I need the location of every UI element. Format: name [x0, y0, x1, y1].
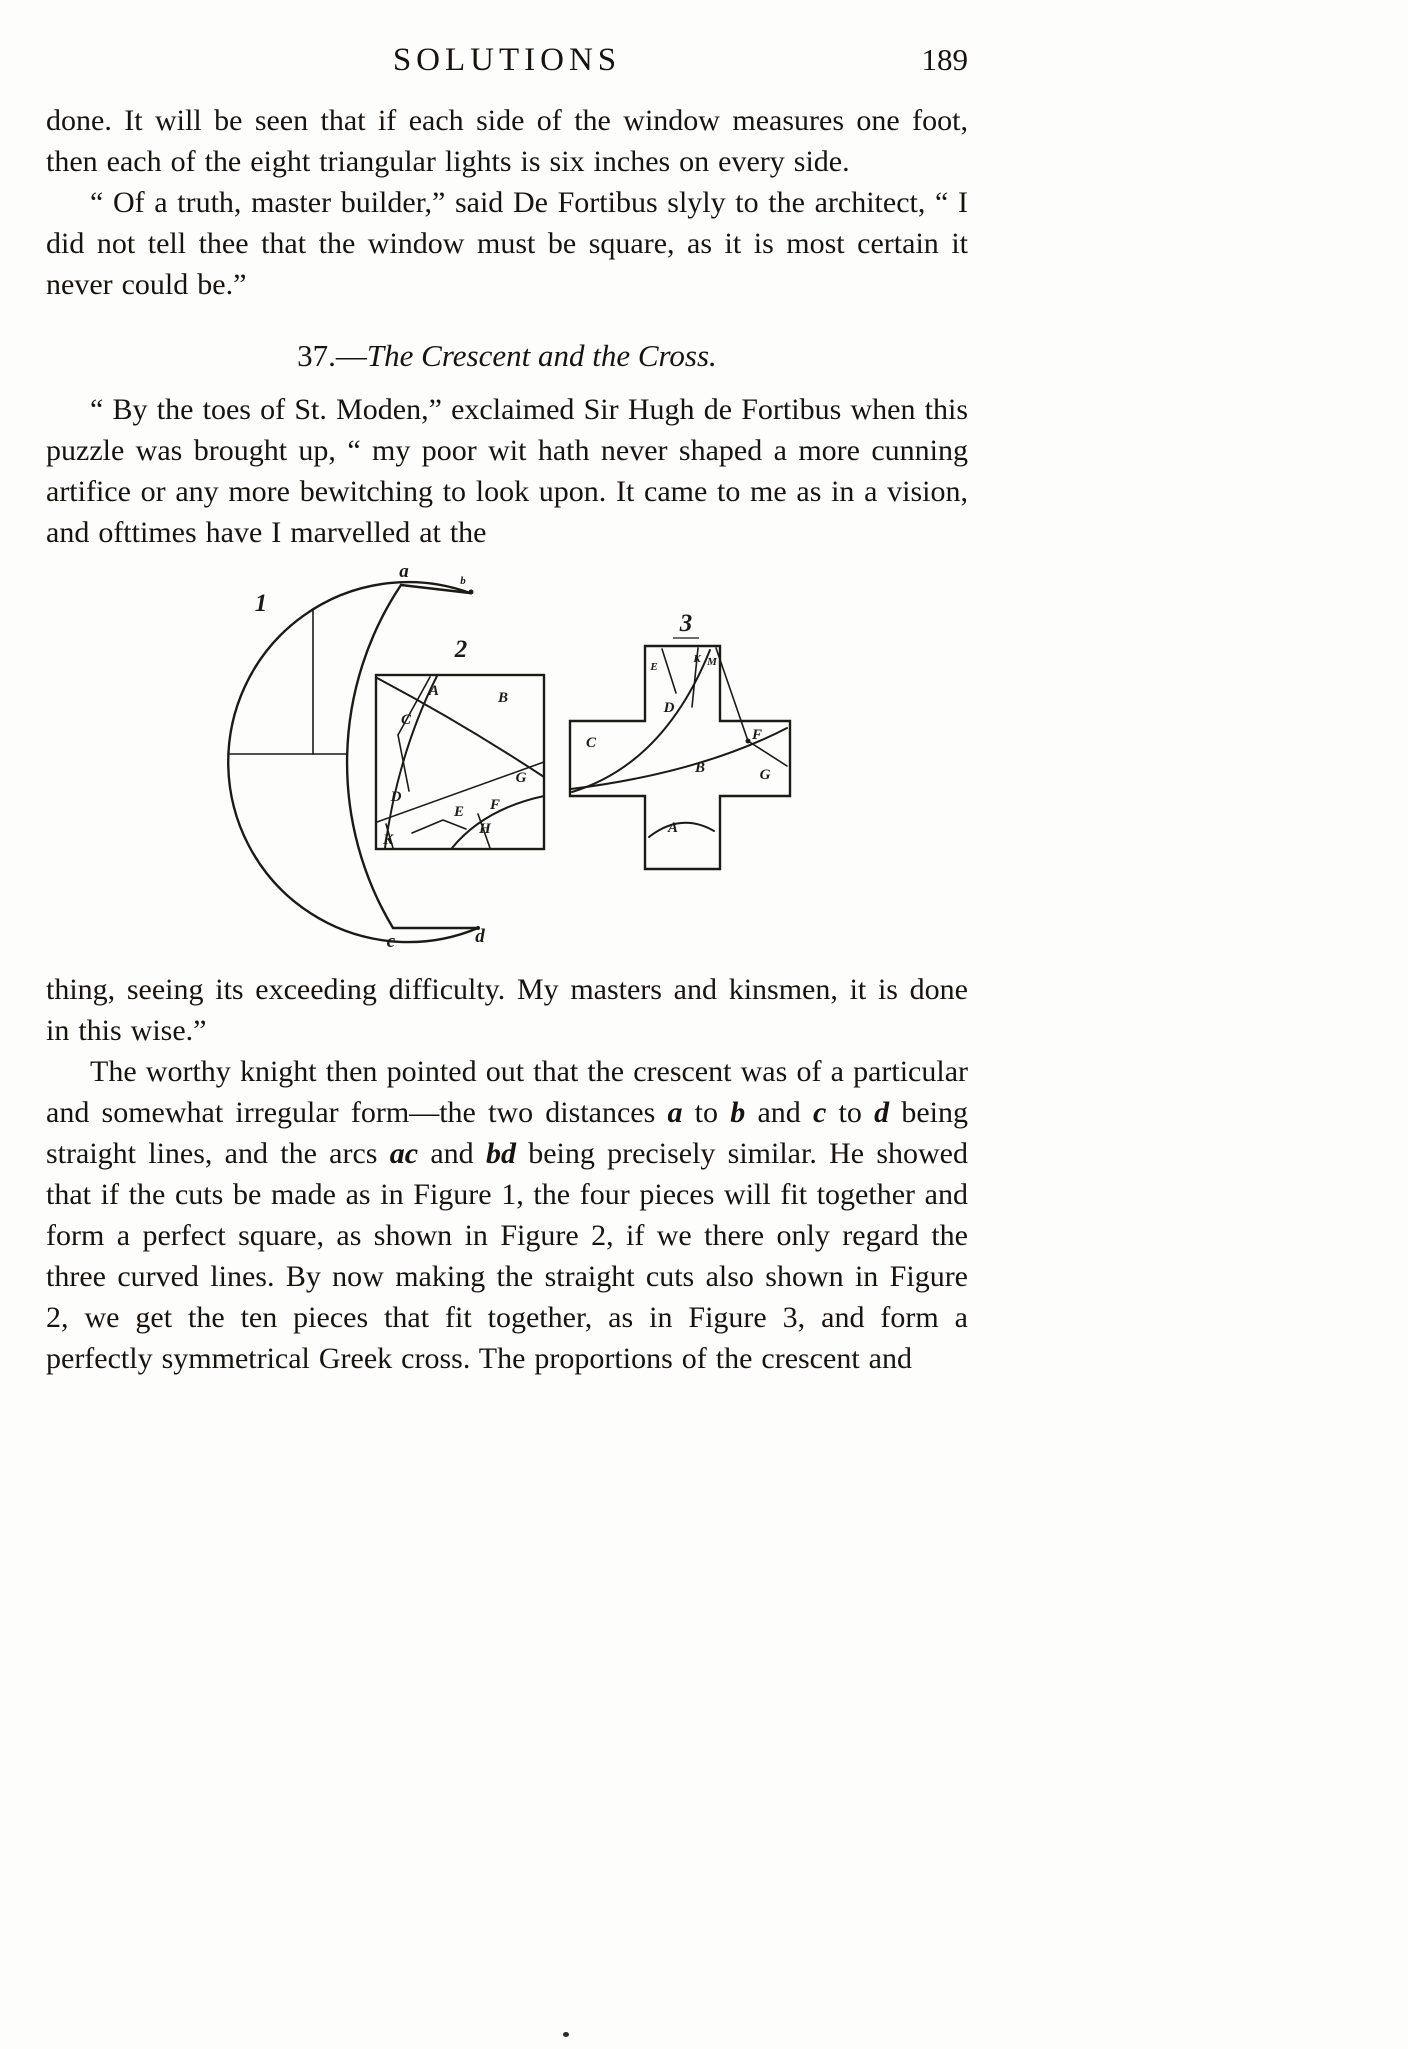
text-run: being precisely similar. He showed that if the cuts be made as in Figure 1, the four pieces will fit together and form a perfect square, as shown in Figure 2, if we there only regard the three curved lines. By now making the straight cuts also shown in Figure 2, we get the ten pieces that fit together, as in Figure 3, and form a perfectly symmetrical Greek cross. The proportions of the crescent and — [46, 1137, 968, 1375]
crescent-and-cross-diagram — [186, 561, 806, 953]
cross-piece-a: A — [667, 820, 679, 836]
text-run: and — [745, 1096, 814, 1129]
figure3-greek-cross — [570, 610, 790, 869]
cross-cut-3 — [662, 649, 676, 693]
section-heading — [46, 335, 968, 376]
running-header — [46, 36, 968, 84]
italic-arc-ac: ac — [389, 1137, 419, 1170]
figure2-label: 2 — [454, 636, 468, 663]
square-piece-f: F — [489, 797, 501, 813]
square-piece-a: A — [428, 683, 440, 699]
italic-point-b: b — [730, 1096, 746, 1129]
square-piece-c: C — [400, 712, 412, 728]
text-run: being straight lines, and the arcs — [46, 1096, 968, 1170]
cross-junction-dot — [746, 739, 751, 744]
cross-piece-m: M — [707, 656, 717, 668]
square-curve-2 — [385, 676, 440, 848]
paragraph-crescent-intro: “ By the toes of St. Moden,” exclaimed Sir Hugh de Fortibus when this puzzle was brought up, “ my poor wit hath never shaped a more cunning artifice or any more bewitching to look upon. It came to me as in a vision, and ofttimes have I marvelled at the — [46, 393, 968, 549]
square-piece-g: G — [515, 770, 527, 786]
cross-piece-f: F — [751, 727, 763, 743]
text-run: The worthy knight then pointed out that the crescent was of a particular and somewhat irregular form—the two distances — [46, 1055, 968, 1129]
book-page-text-column — [46, 36, 968, 1379]
italic-point-d: d — [874, 1096, 890, 1129]
puzzle-figure — [46, 561, 968, 953]
cross-piece-b: B — [694, 760, 706, 776]
cross-cut-2 — [748, 741, 787, 766]
square-cut-2 — [398, 735, 409, 791]
running-head-title: SOLUTIONS — [392, 42, 622, 78]
crescent-outer-arc — [228, 582, 478, 942]
figure1-crescent — [228, 561, 485, 952]
crescent-label-b: b — [460, 575, 466, 587]
cross-curve-3 — [649, 823, 714, 837]
square-cut-zigzag — [412, 820, 466, 833]
text-run: and — [418, 1137, 486, 1170]
crescent-label-d: d — [475, 926, 485, 947]
text-run: to — [826, 1096, 875, 1129]
section-number: 37.— — [297, 338, 367, 373]
square-piece-k: K — [382, 832, 394, 848]
point-b-dot — [469, 590, 474, 595]
figure1-label: 1 — [254, 590, 268, 617]
cross-piece-d: D — [663, 700, 675, 716]
square-piece-e: E — [453, 804, 465, 820]
crescent-label-c: c — [386, 931, 396, 952]
paragraph-continuation: thing, seeing its exceeding difficulty. My masters and kinsmen, it is done in this wise.” — [46, 973, 968, 1047]
italic-arc-bd: bd — [485, 1137, 516, 1170]
page-number: 189 — [921, 42, 968, 77]
italic-point-a: a — [667, 1096, 683, 1129]
cross-outline — [570, 646, 790, 869]
section-title: The Crescent and the Cross. — [366, 338, 717, 373]
paragraph-de-fortibus-quote: “ Of a truth, master builder,” said De Fortibus slyly to the architect, “ I did not tell thee that the window must be square, as it is most certain it never could be.” — [46, 186, 968, 301]
crescent-label-a: a — [399, 561, 409, 582]
cross-piece-e: E — [650, 661, 658, 673]
cross-piece-k: K — [693, 653, 701, 665]
ink-speck — [563, 2032, 569, 2037]
crescent-inner-arc — [347, 585, 401, 928]
cross-piece-g: G — [759, 767, 771, 783]
figure3-label: 3 — [679, 610, 693, 637]
paragraph-explanation — [46, 1051, 968, 1379]
italic-point-c: c — [813, 1096, 827, 1129]
square-piece-b: B — [497, 690, 509, 706]
square-piece-d: D — [390, 789, 402, 805]
square-piece-h: H — [479, 821, 491, 837]
paragraph-window-solution: done. It will be seen that if each side of the window measures one foot, then each of the eight triangular lights is six inches on every side. — [46, 104, 968, 178]
square-outline — [376, 675, 544, 849]
figure2-square — [376, 636, 544, 849]
text-run: to — [682, 1096, 731, 1129]
cross-piece-c: C — [585, 735, 597, 751]
